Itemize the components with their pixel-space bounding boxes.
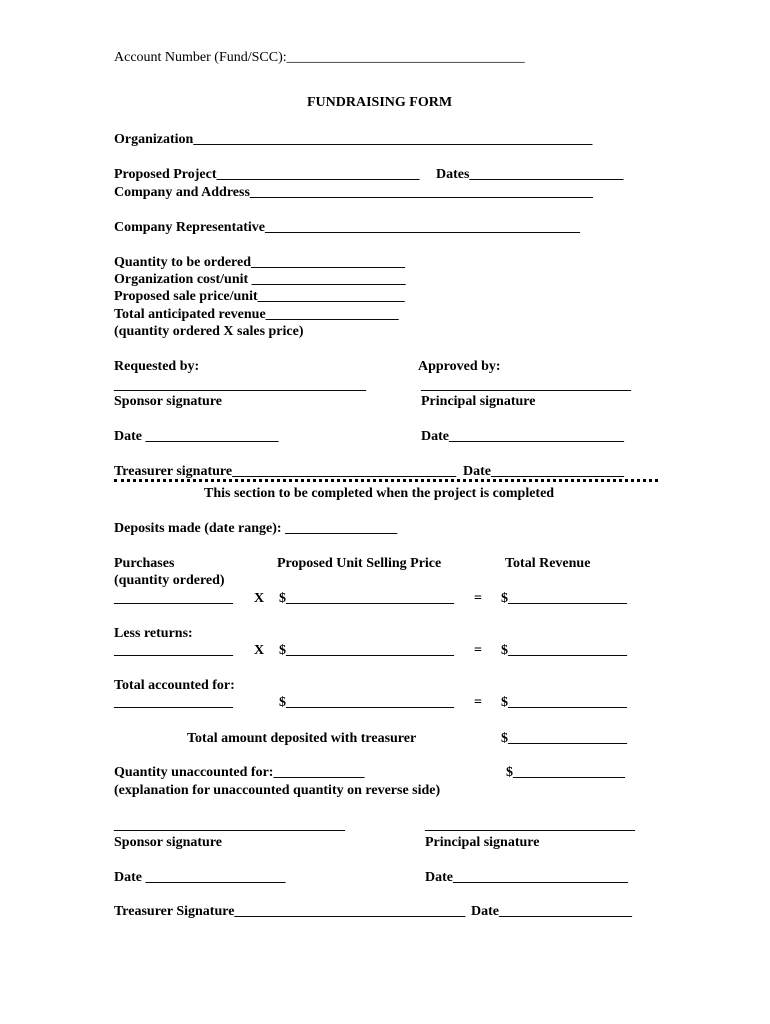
account-number-line: Account Number (Fund/SCC):__________________________________ — [114, 50, 525, 65]
form-title: FUNDRAISING FORM — [307, 95, 453, 110]
purchases-qty-field[interactable]: _________________ — [114, 591, 233, 606]
unit-price-header: Proposed Unit Selling Price — [277, 556, 442, 571]
multiply-sign: X — [254, 591, 265, 606]
bottom-treasurer-signature-field[interactable]: Treasurer Signature_________________________________ — [114, 904, 466, 919]
principal-signature-line[interactable]: ______________________________ — [421, 378, 631, 393]
section-divider — [114, 479, 658, 482]
multiply-sign: X — [254, 643, 265, 658]
purchases-header: Purchases — [114, 556, 175, 571]
quantity-ordered-field[interactable]: Quantity to be ordered______________________ — [114, 255, 406, 270]
principal-signature-label: Principal signature — [421, 394, 536, 409]
total-revenue-header: Total Revenue — [505, 556, 591, 571]
accounted-total-field[interactable]: $_________________ — [501, 695, 627, 710]
bottom-principal-signature-line[interactable]: ______________________________ — [425, 818, 635, 833]
approved-by-label: Approved by: — [418, 359, 501, 374]
unaccounted-total-field[interactable]: $________________ — [506, 765, 625, 780]
treasurer-signature-field[interactable]: Treasurer signature________________________________ — [114, 464, 457, 479]
organization-cost-field[interactable]: Organization cost/unit ______________________ — [114, 272, 406, 287]
equals-sign: = — [474, 591, 482, 606]
quantity-unaccounted-field[interactable]: Quantity unaccounted for:_____________ — [114, 765, 365, 780]
proposed-project-field[interactable]: Proposed Project_____________________________ — [114, 167, 420, 182]
principal-date-field[interactable]: Date_________________________ — [421, 429, 624, 444]
company-representative-field[interactable]: Company Representative_____________________________________________ — [114, 220, 581, 235]
total-accounted-label: Total accounted for: — [114, 678, 235, 693]
less-returns-label: Less returns: — [114, 626, 193, 641]
company-address-field[interactable]: Company and Address_________________________________________________ — [114, 185, 593, 200]
revenue-formula-note: (quantity ordered X sales price) — [114, 324, 304, 339]
sponsor-signature-label: Sponsor signature — [114, 394, 223, 409]
returns-qty-field[interactable]: _________________ — [114, 643, 233, 658]
purchases-price-field[interactable]: $________________________ — [279, 591, 454, 606]
equals-sign: = — [474, 643, 482, 658]
requested-by-label: Requested by: — [114, 359, 200, 374]
purchases-total-field[interactable]: $_________________ — [501, 591, 627, 606]
completion-note: This section to be completed when the project is completed — [204, 486, 555, 501]
bottom-sponsor-signature-line[interactable]: _________________________________ — [114, 818, 345, 833]
quantity-ordered-header: (quantity ordered) — [114, 573, 225, 588]
total-deposited-field[interactable]: $_________________ — [501, 731, 627, 746]
deposits-field[interactable]: Deposits made (date range): ________________ — [114, 521, 398, 536]
explanation-note: (explanation for unaccounted quantity on reverse side) — [114, 783, 441, 798]
proposed-sale-price-field[interactable]: Proposed sale price/unit_____________________ — [114, 289, 405, 304]
bottom-principal-date-field[interactable]: Date_________________________ — [425, 870, 628, 885]
bottom-principal-signature-label: Principal signature — [425, 835, 540, 850]
bottom-sponsor-date-field[interactable]: Date ____________________ — [114, 870, 286, 885]
total-revenue-field[interactable]: Total anticipated revenue___________________ — [114, 307, 399, 322]
organization-field[interactable]: Organization_________________________________________________________ — [114, 132, 593, 147]
treasurer-date-field[interactable]: Date___________________ — [463, 464, 624, 479]
equals-sign: = — [474, 695, 482, 710]
dates-field[interactable]: Dates______________________ — [436, 167, 624, 182]
accounted-qty-field[interactable]: _________________ — [114, 695, 233, 710]
accounted-price-field[interactable]: $________________________ — [279, 695, 454, 710]
bottom-sponsor-signature-label: Sponsor signature — [114, 835, 223, 850]
sponsor-signature-line[interactable]: ____________________________________ — [114, 378, 366, 393]
returns-total-field[interactable]: $_________________ — [501, 643, 627, 658]
sponsor-date-field[interactable]: Date ___________________ — [114, 429, 279, 444]
bottom-treasurer-date-field[interactable]: Date___________________ — [471, 904, 632, 919]
returns-price-field[interactable]: $________________________ — [279, 643, 454, 658]
total-deposited-label: Total amount deposited with treasurer — [187, 731, 417, 746]
